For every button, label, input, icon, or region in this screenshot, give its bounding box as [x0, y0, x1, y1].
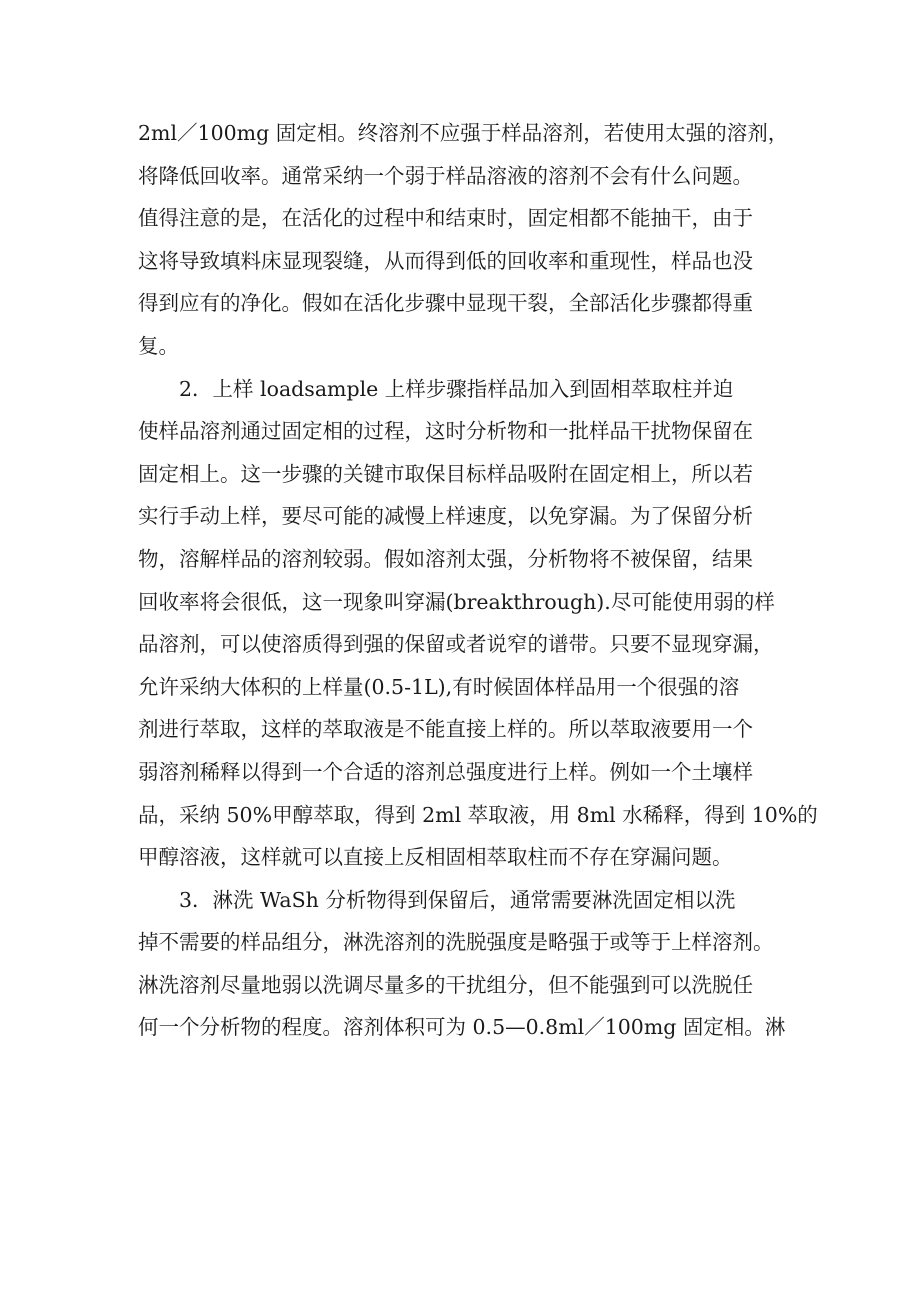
text-line: 弱溶剂稀释以得到一个合适的溶剂总强度进行上样。例如一个土壤样: [138, 759, 753, 784]
text-line: 值得注意的是，在活化的过程中和结束时，固定相都不能抽干，由于: [138, 206, 753, 231]
text-line: 固定相上。这一步骤的关键市取保目标样品吸附在固定相上，所以若: [138, 461, 753, 486]
text-line: 实行手动上样，要尽可能的减慢上样速度，以免穿漏。为了保留分析: [138, 504, 753, 529]
text-line: 淋洗溶剂尽量地弱以洗调尽量多的干扰组分，但不能强到可以洗脱任: [138, 972, 753, 997]
text-line: 使样品溶剂通过固定相的过程，这时分析物和一批样品干扰物保留在: [138, 419, 753, 444]
text-line: 甲醇溶液，这样就可以直接上反相固相萃取柱而不存在穿漏问题。: [138, 845, 733, 870]
text-line: 复。: [138, 333, 179, 358]
text-line: 品，采纳 50%甲醇萃取，得到 2ml 萃取液，用 8ml 水稀释，得到 10%的: [138, 802, 818, 827]
document-body: [138, 112, 818, 1049]
text-line: 回收率将会很低，这一现象叫穿漏(breakthrough).尽可能使用弱的样: [138, 589, 775, 614]
text-line: 得到应有的净化。假如在活化步骤中显现干裂，全部活化步骤都得重: [138, 291, 753, 316]
text-line: 何一个分析物的程度。溶剂体积可为 0.5—0.8ml／100mg 固定相。淋: [138, 1015, 786, 1040]
text-line: 物，溶解样品的溶剂较弱。假如溶剂太强，分析物将不被保留，结果: [138, 546, 753, 571]
text-line: 允许采纳大体积的上样量(0.5-1L),有时候固体样品用一个很强的溶: [138, 674, 740, 699]
text-line: 掉不需要的样品组分，淋洗溶剂的洗脱强度是略强于或等于上样溶剂。: [138, 930, 774, 955]
text-line: 这将导致填料床显现裂缝，从而得到低的回收率和重现性，样品也没: [138, 248, 753, 273]
text-line: 剂进行萃取，这样的萃取液是不能直接上样的。所以萃取液要用一个: [138, 717, 753, 742]
text-line: 2ml／100mg 固定相。终溶剂不应强于样品溶剂，若使用太强的溶剂，: [138, 121, 789, 145]
paragraph-start-line: 3．淋洗 WaSh 分析物得到保留后，通常需要淋洗固定相以洗: [138, 887, 736, 912]
text-line: 将降低回收率。通常采纳一个弱于样品溶液的溶剂不会有什么问题。: [138, 163, 753, 188]
text-line: 品溶剂，可以使溶质得到强的保留或者说窄的谱带。只要不显现穿漏，: [138, 632, 774, 657]
paragraph-start-line: 2．上样 loadsample 上样步骤指样品加入到固相萃取柱并迫: [138, 376, 734, 401]
